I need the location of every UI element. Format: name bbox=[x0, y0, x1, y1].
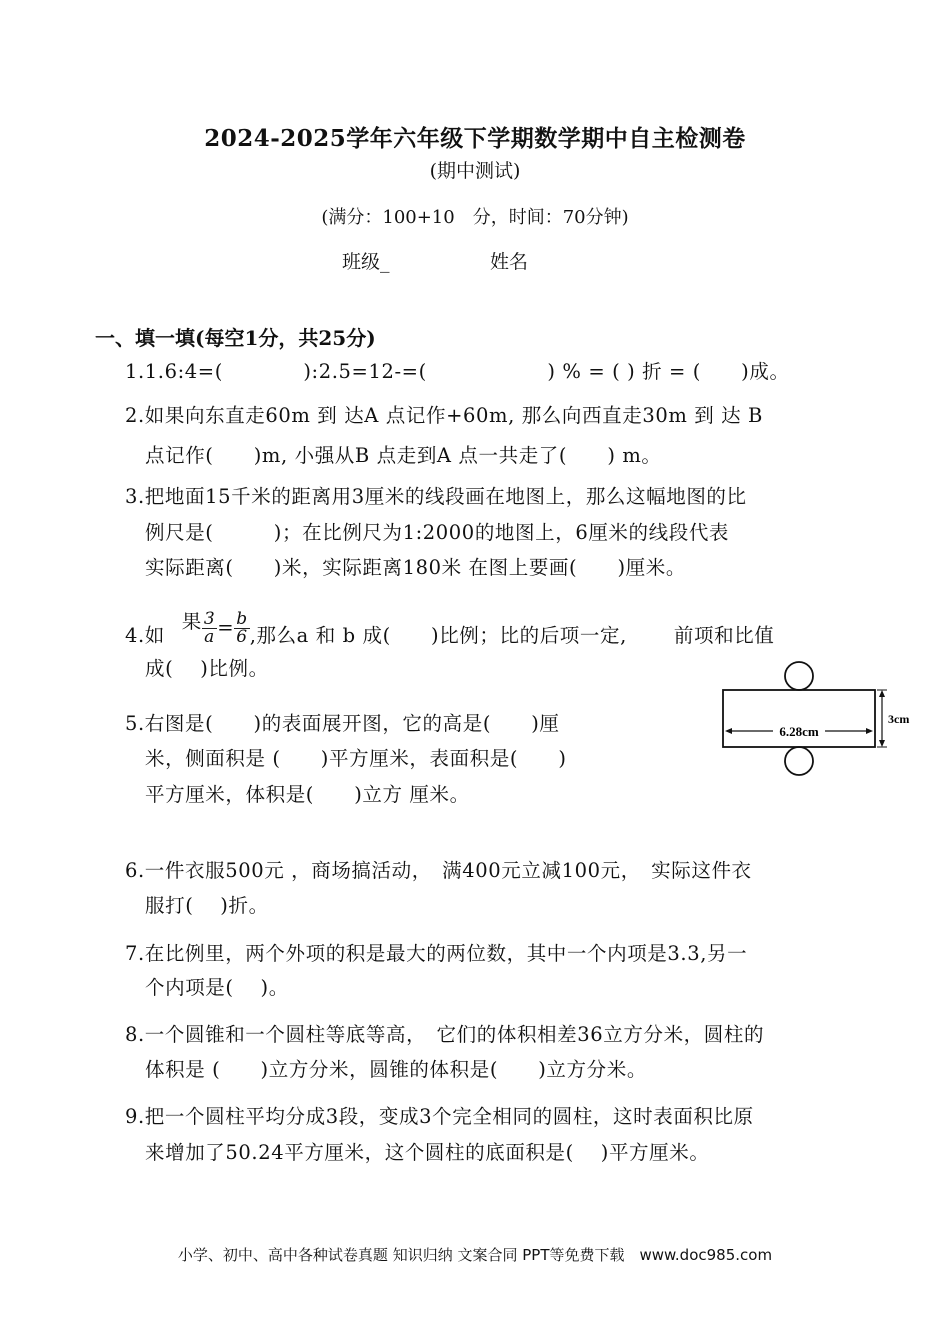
question-8-line-1: 8.一个圆锥和一个圆柱等底等高， 它们的体积相差36立方分米，圆柱的 bbox=[125, 1023, 765, 1046]
height-label: 3cm bbox=[888, 712, 910, 726]
question-4-line-2: 成( )比例。 bbox=[145, 657, 269, 680]
question-5-line-1: 5.右图是( )的表面展开图，它的高是( )厘 bbox=[125, 712, 560, 735]
name-label: 姓名 bbox=[490, 251, 529, 273]
question-7-line-1: 7.在比例里，两个外项的积是最大的两位数，其中一个内项是3.3,另一 bbox=[125, 942, 748, 965]
question-9-line-1: 9.把一个圆柱平均分成3段，变成3个完全相同的圆柱，这时表面积比原 bbox=[125, 1105, 754, 1128]
question-4-rest: ,那么a 和 b 成( )比例；比的后项一定, 前项和比值 bbox=[249, 624, 775, 647]
section-heading: 一、填一填(每空1分，共25分) bbox=[95, 326, 376, 350]
width-arrowhead-left bbox=[725, 728, 732, 734]
exam-info: (满分：100+10 分，时间：70分钟) bbox=[321, 207, 629, 228]
fraction-3-over-a bbox=[202, 611, 217, 646]
cylinder-net-figure bbox=[715, 655, 915, 780]
fraction-b-over-6 bbox=[234, 611, 249, 646]
fraction-3-over-a-denominator: a bbox=[204, 627, 215, 647]
question-8-line-2: 体积是 ( )立方分米，圆锥的体积是( )立方分米。 bbox=[145, 1058, 647, 1081]
fraction-3-over-a-numerator: 3 bbox=[203, 609, 216, 629]
height-arrowhead-bottom bbox=[879, 740, 885, 747]
fraction-b-over-6-numerator: b bbox=[236, 609, 248, 629]
width-label: 6.28cm bbox=[779, 724, 819, 739]
question-5-line-3: 平方厘米，体积是( )立方 厘米。 bbox=[145, 783, 470, 806]
question-2-line-1: 2.如果向东直走60m 到 达A 点记作+60m, 那么向西直走30m 到 达 B bbox=[125, 404, 763, 427]
footer-watermark: 小学、初中、高中各种试卷真题 知识归纳 文案合同 PPT等免费下载 www.doc985.com bbox=[177, 1246, 773, 1264]
question-6-line-1: 6.一件衣服500元 ，商场搞活动， 满400元立减100元， 实际这件衣 bbox=[125, 859, 752, 882]
top-circle bbox=[785, 662, 813, 690]
height-arrowhead-top bbox=[879, 690, 885, 697]
fraction-equals: = bbox=[217, 616, 235, 639]
question-5-line-2: 米，侧面积是 ( )平方厘米，表面积是( ) bbox=[145, 747, 567, 770]
question-4-prefix: 4.如 bbox=[125, 624, 165, 647]
question-4-line-1 bbox=[125, 609, 775, 654]
exam-subtitle: (期中测试) bbox=[429, 160, 521, 182]
width-arrowhead-right bbox=[866, 728, 873, 734]
question-7-line-2: 个内项是( )。 bbox=[145, 976, 289, 999]
question-1-line-1: 1.1.6:4=( ):2.5=12-=( ) % = ( ) 折 = ( )成。 bbox=[125, 360, 790, 383]
exam-title: 2024-2025学年六年级下学期数学期中自主检测卷 bbox=[204, 125, 746, 152]
question-3-line-2: 例尺是( )；在比例尺为1:2000的地图上，6厘米的线段代表 bbox=[145, 521, 730, 544]
question-3-line-1: 3.把地面15千米的距离用3厘米的线段画在地图上，那么这幅地图的比 bbox=[125, 485, 747, 508]
class-label: 班级_ bbox=[342, 251, 390, 273]
question-3-line-3: 实际距离( )米，实际距离180米 在图上要画( )厘米。 bbox=[145, 556, 686, 579]
question-6-line-2: 服打( )折。 bbox=[145, 894, 269, 917]
question-2-line-2: 点记作( )m, 小强从B 点走到A 点一共走了( ) m。 bbox=[145, 444, 662, 467]
question-4-guo: 果 bbox=[181, 610, 202, 633]
fraction-b-over-6-denominator: 6 bbox=[236, 627, 248, 647]
bottom-circle bbox=[785, 747, 813, 775]
question-9-line-2: 来增加了50.24平方厘米，这个圆柱的底面积是( )平方厘米。 bbox=[145, 1141, 710, 1164]
